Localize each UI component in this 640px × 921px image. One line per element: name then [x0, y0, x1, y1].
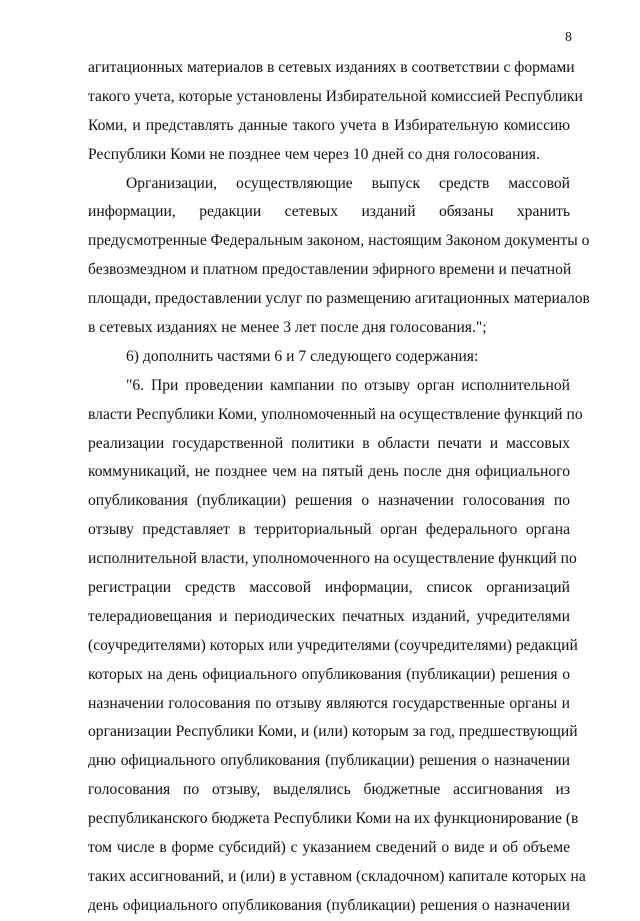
- paragraph-line: исполнительной власти, уполномоченного на осуществление функций по: [88, 550, 577, 568]
- paragraph-line: такого учета, которые установлены Избирательной комиссией Республики: [88, 87, 583, 105]
- paragraph-line: (соучредителями) которых или учредителями (соучредителями) редакций: [88, 636, 578, 654]
- paragraph-line: власти Республики Коми, уполномоченный на осуществление функций по: [88, 405, 583, 423]
- paragraph-line: назначении голосования по отзыву являются государственные органы и: [88, 694, 570, 712]
- paragraph-line: информации, редакции сетевых изданий обязаны хранить: [88, 203, 570, 221]
- paragraph-line: Коми, и представлять данные такого учета в Избирательную комиссию: [88, 116, 570, 134]
- paragraph-line: регистрации средств массовой информации, список организаций: [88, 579, 570, 597]
- paragraph-line: безвозмездном и платном предоставлении эфирного времени и печатной: [88, 261, 572, 279]
- paragraph-line: реализации государственной политики в области печати и массовых: [88, 434, 570, 452]
- document-body: [88, 54, 590, 921]
- paragraph-line: отзыву представляет в территориальный орган федерального органа: [88, 521, 570, 539]
- paragraph-line: агитационных материалов в сетевых изданиях в соответствии с формами: [88, 59, 575, 76]
- paragraph-line: Организации, осуществляющие выпуск средств массовой: [126, 174, 570, 192]
- paragraph-line: предусмотренные Федеральным законом, настоящим Законом документы о: [88, 232, 590, 250]
- paragraph-line: таких ассигнований, и (или) в уставном (складочном) капитале которых на: [88, 867, 586, 885]
- paragraph-line: день официального опубликования (публикации) решения о назначении: [88, 896, 570, 914]
- paragraph-line: площади, предоставлении услуг по размещению агитационных материалов: [88, 290, 590, 308]
- paragraph-line: дню официального опубликования (публикации) решения о назначении: [88, 752, 570, 770]
- page-number: 8: [565, 30, 572, 45]
- paragraph-line: в сетевых изданиях не менее 3 лет после дня голосования.";: [88, 319, 487, 337]
- paragraph-line: "6. При проведении кампании по отзыву орган исполнительной: [126, 376, 570, 394]
- paragraph-line: организации Республики Коми, и (или) которым за год, предшествующий: [88, 723, 578, 741]
- paragraph-line: том числе в форме субсидий) с указанием сведений о виде и об объеме: [88, 839, 570, 857]
- paragraph-line: опубликования (публикации) решения о назначении голосования по: [88, 492, 570, 510]
- paragraph-line: голосования по отзыву, выделялись бюджетные ассигнования из: [88, 781, 570, 799]
- paragraph-line: Республики Коми не позднее чем через 10 дней со дня голосования.: [88, 145, 540, 163]
- paragraph-line: республиканского бюджета Республики Коми на их функционирование (в: [88, 810, 579, 828]
- paragraph-line: 6) дополнить частями 6 и 7 следующего содержания:: [126, 347, 479, 365]
- paragraph-line: коммуникаций, не позднее чем на пятый день после дня официального: [88, 463, 570, 481]
- paragraph-line: которых на день официального опубликования (публикации) решения о: [88, 665, 570, 683]
- paragraph-line: телерадиовещания и периодических печатных изданий, учредителями: [88, 607, 570, 625]
